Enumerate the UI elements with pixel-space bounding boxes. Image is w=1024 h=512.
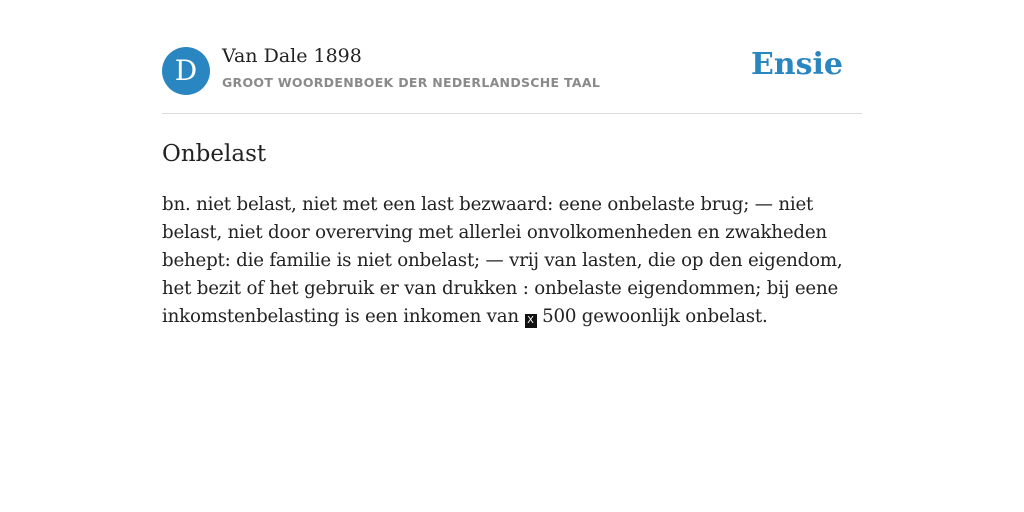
definition-text: bn. niet belast, niet met een last bezwaard: eene onbelaste brug; — niet belast, niet door overerving met allerlei onvolkomenheden en zwakheden behept: die familie is niet onbelast; — vrij van lasten, die op den eigendom, het bezit of het gebruik er van drukken : onbelaste eigendommen; bij eene inkomstenbelasting is een inkomen van [162,194,843,327]
header [162,0,862,114]
definition-text-end: 500 gewoonlijk onbelast. [536,306,768,327]
dictionary-title[interactable]: Van Dale 1898 [222,45,362,67]
entry-definition [162,191,862,331]
ensie-logo-link[interactable]: Ensie [750,47,843,82]
content-container [162,0,862,331]
entry-headword: Onbelast [162,141,267,167]
missing-glyph-icon: X [525,314,537,328]
dictionary-subtitle: GROOT WOORDENBOEK DER NEDERLANDSCHE TAAL [222,75,601,90]
dictionary-logo-icon[interactable]: D [162,47,210,95]
